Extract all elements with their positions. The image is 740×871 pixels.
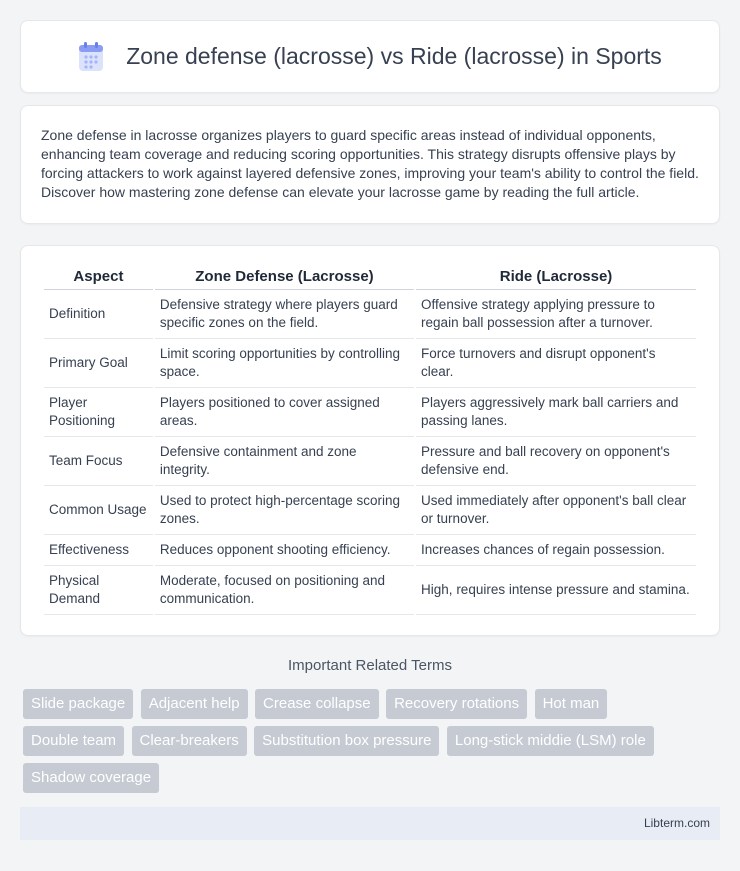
intro-paragraph: Zone defense in lacrosse organizes players to guard specific areas instead of individual opponents, enhancing team coverage and reducing scoring opportunities. This strategy disrupts offensive plays by forcing attackers to work against layered defensive zones, improving your team's ability to control the field. Discover how mastering zone defense can elevate your lacrosse game by reading the full article. [41,127,699,200]
related-term-tag[interactable]: Double team [23,726,124,756]
related-terms-heading: Important Related Terms [288,657,452,674]
related-term-tag[interactable]: Long-stick middie (LSM) role [447,726,654,756]
footer [20,807,720,840]
column-header-zone-defense: Zone Defense (Lacrosse) [155,264,414,290]
related-term-tag[interactable]: Adjacent help [141,689,248,719]
row-zone-defense: Moderate, focused on positioning and communication. [155,566,414,615]
related-term-tag[interactable]: Recovery rotations [386,689,527,719]
table-row [44,437,696,486]
row-aspect: Player Positioning [44,388,153,437]
related-term-tag[interactable]: Crease collapse [255,689,379,719]
intro-card [20,105,720,224]
column-header-ride: Ride (Lacrosse) [416,264,696,290]
related-term-tag[interactable]: Substitution box pressure [254,726,439,756]
related-term-tag[interactable]: Clear-breakers [132,726,247,756]
title-wrap [78,42,662,72]
related-term-tag[interactable]: Hot man [535,689,608,719]
column-header-aspect: Aspect [44,264,153,290]
row-aspect: Definition [44,290,153,339]
table-row [44,486,696,535]
row-ride: Increases chances of regain possession. [416,535,696,566]
comparison-table-card [20,245,720,636]
row-ride: Used immediately after opponent's ball clear or turnover. [416,486,696,535]
row-zone-defense: Defensive containment and zone integrity. [155,437,414,486]
row-zone-defense: Defensive strategy where players guard specific zones on the field. [155,290,414,339]
row-aspect: Primary Goal [44,339,153,388]
comparison-table [42,264,698,615]
header-card [20,20,720,93]
row-aspect: Physical Demand [44,566,153,615]
row-aspect: Effectiveness [44,535,153,566]
table-row [44,290,696,339]
row-ride: Pressure and ball recovery on opponent's defensive end. [416,437,696,486]
footer-site-link[interactable]: Libterm.com [643,816,710,830]
row-aspect: Common Usage [44,486,153,535]
related-term-tag[interactable]: Shadow coverage [23,763,159,793]
row-ride: Offensive strategy applying pressure to regain ball possession after a turnover. [416,290,696,339]
row-zone-defense: Players positioned to cover assigned areas. [155,388,414,437]
row-zone-defense: Limit scoring opportunities by controlling space. [155,339,414,388]
row-zone-defense: Used to protect high-percentage scoring zones. [155,486,414,535]
related-terms-tags [23,689,703,800]
row-zone-defense: Reduces opponent shooting efficiency. [155,535,414,566]
row-ride: Force turnovers and disrupt opponent's clear. [416,339,696,388]
related-term-tag[interactable]: Slide package [23,689,133,719]
row-ride: Players aggressively mark ball carriers and passing lanes. [416,388,696,437]
row-aspect: Team Focus [44,437,153,486]
page-title: Zone defense (lacrosse) vs Ride (lacrosse) in Sports [126,43,662,69]
table-row [44,535,696,566]
table-row [44,339,696,388]
document-grid-icon [78,42,104,72]
table-row [44,566,696,615]
row-ride: High, requires intense pressure and stamina. [416,566,696,615]
table-header-row [44,264,696,290]
table-row [44,388,696,437]
